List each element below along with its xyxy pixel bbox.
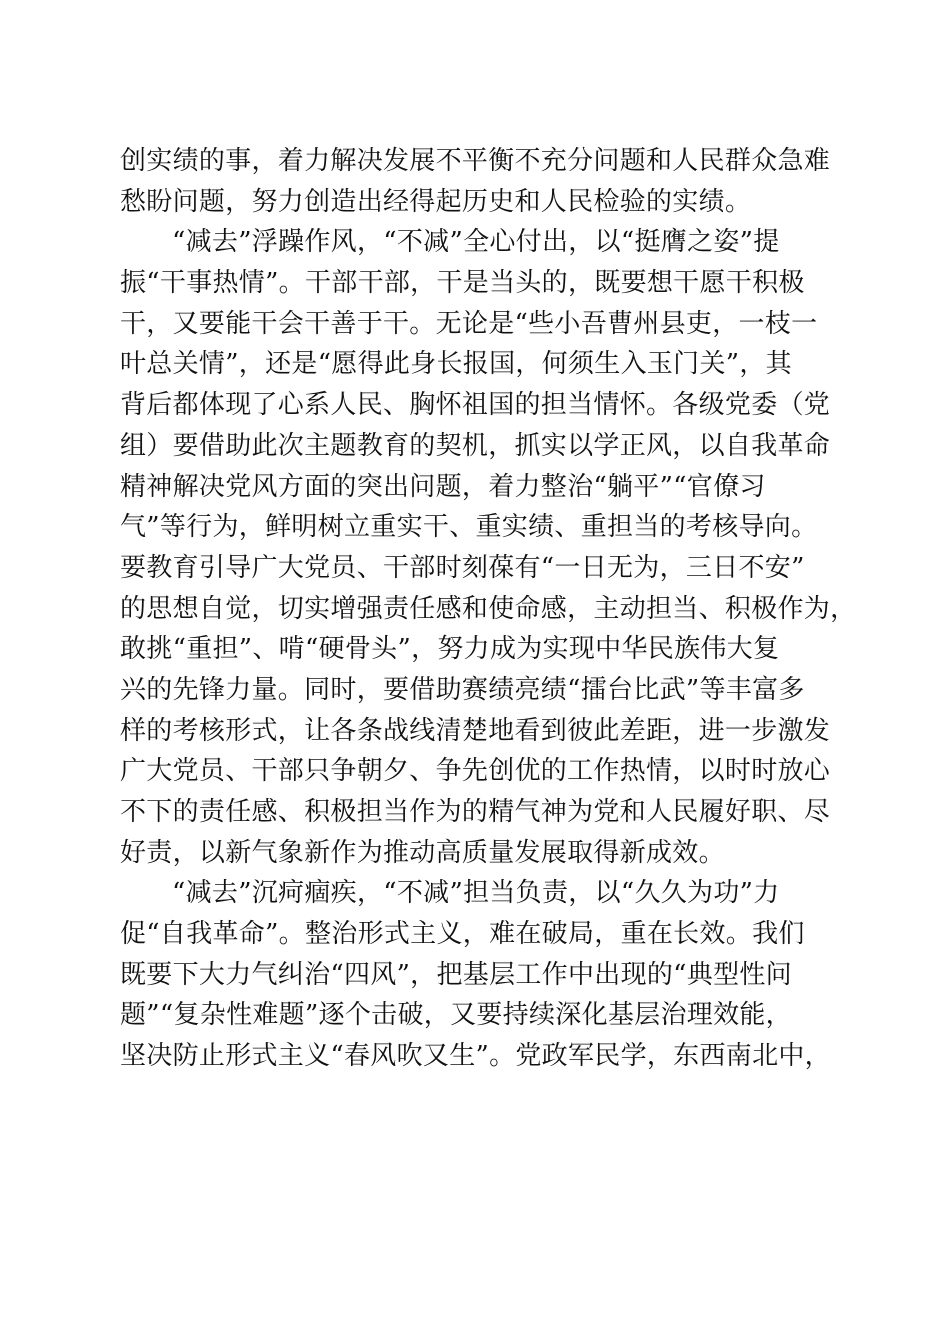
text-line: 兴的先锋力量。同时，要借助赛绩亮绩“擂台比武”等丰富多 bbox=[120, 674, 805, 705]
text-line: 的思想自觉，切实增强责任感和使命感，主动担当、积极作为， bbox=[120, 593, 857, 624]
text-line: 敢挑“重担”、啃“硬骨头”，努力成为实现中华民族伟大复 bbox=[120, 634, 780, 665]
text-line: 坚决防止形式主义“春风吹又生”。党政军民学，东西南北中， bbox=[120, 1041, 831, 1072]
text-line: 促“自我革命”。整治形式主义，难在破局，重在长效。我们 bbox=[120, 919, 805, 950]
text-line: 好责，以新气象新作为推动高质量发展取得新成效。 bbox=[120, 837, 725, 868]
text-line: 背后都体现了心系人民、胸怀祖国的担当情怀。各级党委（党 bbox=[120, 390, 831, 421]
text-line: 精神解决党风方面的突出问题，着力整治“躺平”“官僚习 bbox=[120, 471, 766, 502]
text-line: 既要下大力气纠治“四风”，把基层工作中出现的“典型性问 bbox=[120, 959, 792, 990]
text-line: 叶总关情”，还是“愿得此身长报国，何须生入玉门关”，其 bbox=[120, 349, 792, 380]
text-line: 样的考核形式，让各条战线清楚地看到彼此差距，进一步激发 bbox=[120, 715, 831, 746]
text-line: 题”“复杂性难题”逐个击破，又要持续深化基层治理效能， bbox=[120, 1000, 792, 1031]
text-line: 愁盼问题，努力创造出经得起历史和人民检验的实绩。 bbox=[120, 186, 752, 217]
text-line: 创实绩的事，着力解决发展不平衡不充分问题和人民群众急难 bbox=[120, 146, 831, 176]
text-line: 组）要借助此次主题教育的契机，抓实以学正风，以自我革命 bbox=[120, 430, 831, 461]
document-body bbox=[120, 141, 857, 1077]
text-line: 干，又要能干会干善于干。无论是“些小吾曹州县吏，一枝一 bbox=[120, 308, 818, 339]
text-line: 不下的责任感、积极担当作为的精气神为党和人民履好职、尽 bbox=[120, 797, 831, 827]
text-line: 广大党员、干部只争朝夕、争先创优的工作热情，以时时放心 bbox=[120, 756, 831, 787]
paragraph-start-line: “减去”沉疴痼疾，“不减”担当负责，以“久久为功”力 bbox=[172, 878, 780, 909]
text-line: 要教育引导广大党员、干部时刻葆有“一日无为，三日不安” bbox=[120, 552, 805, 583]
text-line: 振“干事热情”。干部干部，干是当头的，既要想干愿干积极 bbox=[120, 268, 805, 299]
text-line: 气”等行为，鲜明树立重实干、重实绩、重担当的考核导向。 bbox=[120, 512, 818, 543]
paragraph-start-line: “减去”浮躁作风，“不减”全心付出，以“挺膺之姿”提 bbox=[172, 227, 780, 258]
